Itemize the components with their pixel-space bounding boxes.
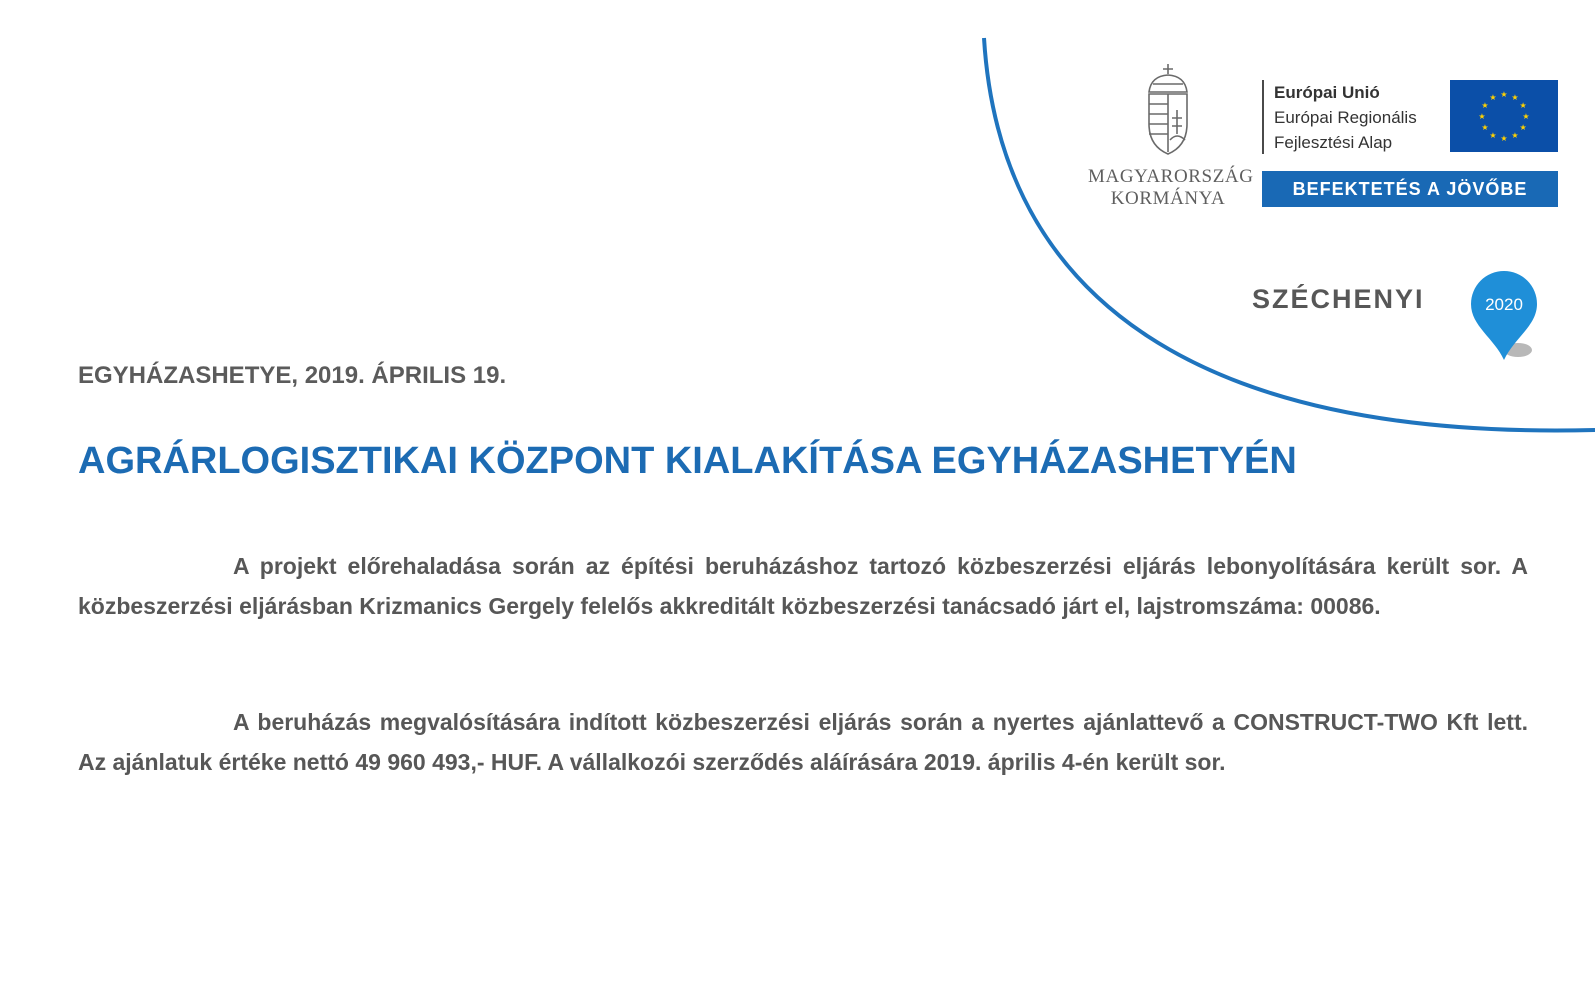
government-logo [1088,62,1254,210]
investment-banner: BEFEKTETÉS A JÖVŐBE [1262,171,1558,207]
eu-star-icon: ★ [1519,101,1527,110]
eu-fund-line2: Európai Regionális [1274,108,1417,127]
eu-star-icon: ★ [1489,92,1497,102]
eu-star-icon: ★ [1478,112,1486,121]
eu-fund-label [1262,80,1417,154]
government-name-line2: KORMÁNYA [1110,188,1226,209]
szechenyi-label: SZÉCHENYI [1252,284,1425,314]
eu-title: Európai Unió [1274,83,1380,102]
eu-star-icon: ★ [1489,131,1497,141]
eu-star-icon: ★ [1511,131,1519,141]
hungarian-coat-of-arms-icon [1141,62,1195,158]
szechenyi-year: 2020 [1485,295,1523,314]
eu-star-icon: ★ [1481,123,1489,132]
eu-star-icon: ★ [1500,134,1508,143]
eu-star-icon: ★ [1522,112,1530,121]
government-name-line1: MAGYARORSZÁG [1088,166,1254,187]
eu-fund-line3: Fejlesztési Alap [1274,133,1393,152]
eu-star-icon: ★ [1511,92,1519,102]
document-date: EGYHÁZASHETYE, 2019. ÁPRILIS 19. [78,362,507,389]
eu-flag-icon [1450,80,1558,152]
paragraph-2: A beruházás megvalósítására indított közbeszerzési eljárás során a nyertes ajánlattevő a CONSTRUCT-TWO Kft lett. Az ajánlatuk értéke nettó 49 960 493,- HUF. A vállalkozói szerződés aláírására 2019. április 4-én került sor. [78,709,1528,775]
location-pin-icon [1468,268,1548,368]
paragraph-1: A projekt előrehaladása során az építési beruházáshoz tartozó közbeszerzési eljárás lebonyolítására került sor. A közbeszerzési eljárásban Krizmanics Gergely felelős akkreditált közbeszerzési tanácsadó járt el, lajstromszáma: 00086. [78,553,1528,619]
eu-flag [1450,80,1558,152]
eu-star-icon: ★ [1500,90,1508,99]
eu-star-icon: ★ [1481,101,1489,110]
eu-star-icon: ★ [1519,123,1527,132]
document-title: AGRÁRLOGISZTIKAI KÖZPONT KIALAKÍTÁSA EGYHÁZASHETYÉN [78,440,1297,482]
